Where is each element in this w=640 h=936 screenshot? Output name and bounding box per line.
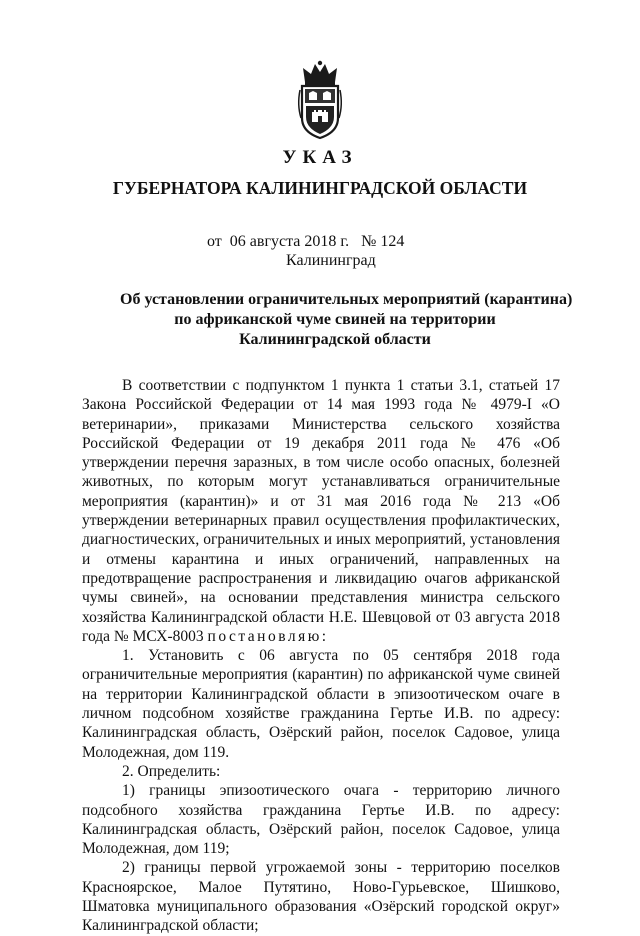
document-dateline xyxy=(207,233,404,251)
decree-word: постановляю: xyxy=(207,627,329,645)
document-body xyxy=(82,376,560,936)
document-heading xyxy=(120,290,573,350)
date-prefix: от xyxy=(207,233,222,250)
coat-of-arms-icon xyxy=(295,60,345,140)
item-2-2-paragraph: 2) границы первой угрожаемой зоны - территорию поселков Красноярское, Малое Путятино, Ново-Гурьевское, Шишково, Шматовка муниципального образования «Озёрский городской округ» Калининградской области; xyxy=(82,859,560,935)
item-2-1-paragraph: 1) границы эпизоотического очага - территорию личного подсобного хозяйства гражданина Гертье И.В. по адресу: Калининградская область, Озёрский район, поселок Садовое, улица Молодежная, дом 119; xyxy=(82,782,560,858)
document-title: УКАЗ xyxy=(282,147,358,168)
document-city: Калининград xyxy=(286,252,376,269)
preamble-text: В соответствии с подпунктом 1 пункта 1 статьи 3.1, статьей 17 Закона Российской Федерации от 14 мая 1993 года № 4979-I «О ветеринарии», приказами Министерства сельского хозяйства Российской Федерации от 19 декабря 2011 года № 476 «Об утверждении перечня заразных, в том числе особо опасных, болезней животных, по которым могут устанавливаться ограничительные мероприятия (карантин)» и от 31 мая 2016 года № 213 «Об утверждении ветеринарных правил осуществления профилактических, диагностических, ограничительных и иных мероприятий, установления и отмены карантина и иных ограничений, направленных на предотвращение распространения и ликвидацию очагов африканской чумы свиней», на основании представления министра сельского хозяйства Калининградской области Н.Е. Шевцовой от 03 августа 2018 года № МСХ-8003 xyxy=(82,377,560,645)
heading-line: Калининградской области xyxy=(239,331,431,348)
heading-line: по африканской чуме свиней на территории xyxy=(174,311,496,328)
number-sign: № xyxy=(361,233,377,250)
item-1-paragraph: 1. Установить с 06 августа по 05 сентября 2018 года ограничительные мероприятия (карантин) по африканской чуме свиней на территории Калининградской области в эпизоотическом очаге в личном подсобном хозяйстве гражданина Гертье И.В. по адресу: Калининградская область, Озёрский район, поселок Садовое, улица Молодежная, дом 119. xyxy=(82,647,560,761)
document-date: 06 августа 2018 г. xyxy=(229,233,350,250)
heading-line: Об установлении ограничительных мероприятий (карантина) xyxy=(120,291,573,308)
document-issuer: ГУБЕРНАТОРА КАЛИНИНГРАДСКОЙ ОБЛАСТИ xyxy=(112,178,528,198)
item-2-paragraph: 2. Определить: xyxy=(122,762,221,780)
document-number: 124 xyxy=(380,233,405,250)
preamble-paragraph xyxy=(82,376,560,646)
